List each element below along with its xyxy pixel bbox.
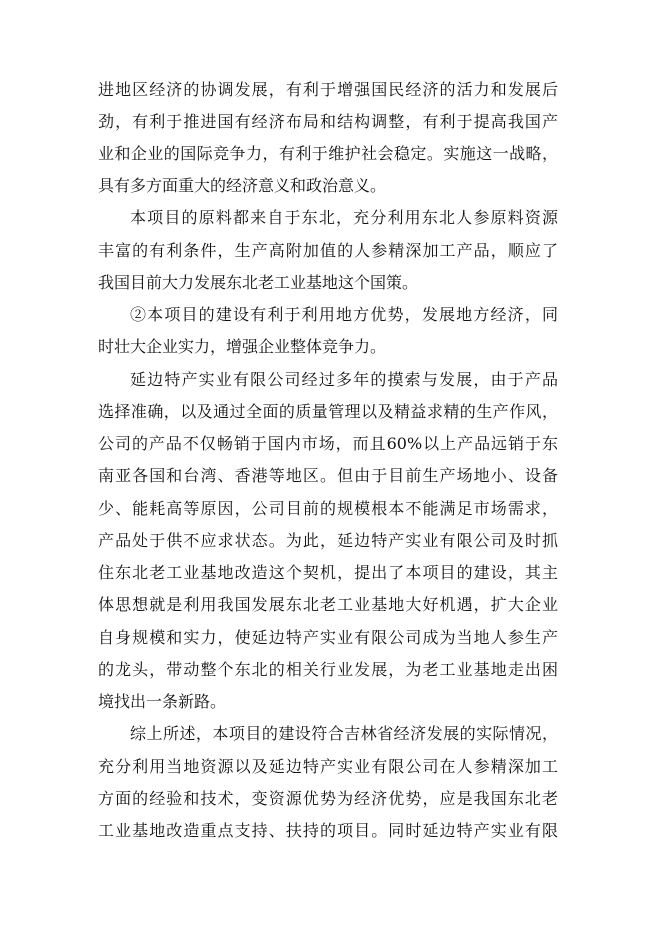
text-line: 方面的经验和技术，变资源优势为经济优势，应是我国东北老 bbox=[98, 789, 558, 808]
text-line: 自身规模和实力，使延边特产实业有限公司成为当地人参生产 bbox=[98, 628, 558, 647]
text-line: 丰富的有利条件，生产高附加值的人参精深加工产品，顺应了 bbox=[98, 241, 558, 260]
text-line: 业和企业的国际竞争力，有利于维护社会稳定。实施这一战略， bbox=[98, 144, 558, 163]
text-line: 时壮大企业实力，增强企业整体竞争力。 bbox=[98, 337, 387, 356]
paragraph-first-line: ②本项目的建设有利于利用地方优势，发展地方经济，同 bbox=[130, 305, 558, 324]
paragraph-first-line: 延边特产实业有限公司经过多年的摸索与发展，由于产品 bbox=[130, 370, 558, 389]
text-line: 体思想就是利用我国发展东北老工业基地大好机遇，扩大企业 bbox=[98, 595, 558, 614]
text-line: 产品处于供不应求状态。为此，延边特产实业有限公司及时抓 bbox=[98, 531, 558, 550]
text-line: 劲，有利于推进国有经济布局和结构调整，有利于提高我国产 bbox=[98, 112, 558, 131]
text-line: 工业基地改造重点支持、扶持的项目。同时延边特产实业有限 bbox=[98, 821, 558, 840]
text-line: 充分利用当地资源以及延边特产实业有限公司在人参精深加工 bbox=[98, 757, 558, 776]
paragraph-first-line: 本项目的原料都来自于东北，充分利用东北人参原料资源 bbox=[130, 208, 558, 227]
text-line: 少、能耗高等原因，公司目前的规模根本不能满足市场需求， bbox=[98, 499, 558, 518]
text-line: 住东北老工业基地改造这个契机，提出了本项目的建设，其主 bbox=[98, 563, 558, 582]
text-line: 我国目前大力发展东北老工业基地这个国策。 bbox=[98, 273, 419, 292]
text-line: 公司的产品不仅畅销于国内市场，而且60%以上产品远销于东 bbox=[98, 434, 558, 453]
text-line: 进地区经济的协调发展，有利于增强国民经济的活力和发展后 bbox=[98, 80, 558, 99]
text-line: 的龙头，带动整个东北的相关行业发展，为老工业基地走出困 bbox=[98, 660, 558, 679]
text-line: 南亚各国和台湾、香港等地区。但由于目前生产场地小、设备 bbox=[98, 466, 558, 485]
text-line: 境找出一条新路。 bbox=[98, 692, 227, 711]
paragraph-first-line: 综上所述，本项目的建设符合吉林省经济发展的实际情况， bbox=[130, 724, 558, 743]
text-line: 具有多方面重大的经济意义和政治意义。 bbox=[98, 176, 387, 195]
text-line: 选择准确，以及通过全面的质量管理以及精益求精的生产作风， bbox=[98, 402, 558, 421]
